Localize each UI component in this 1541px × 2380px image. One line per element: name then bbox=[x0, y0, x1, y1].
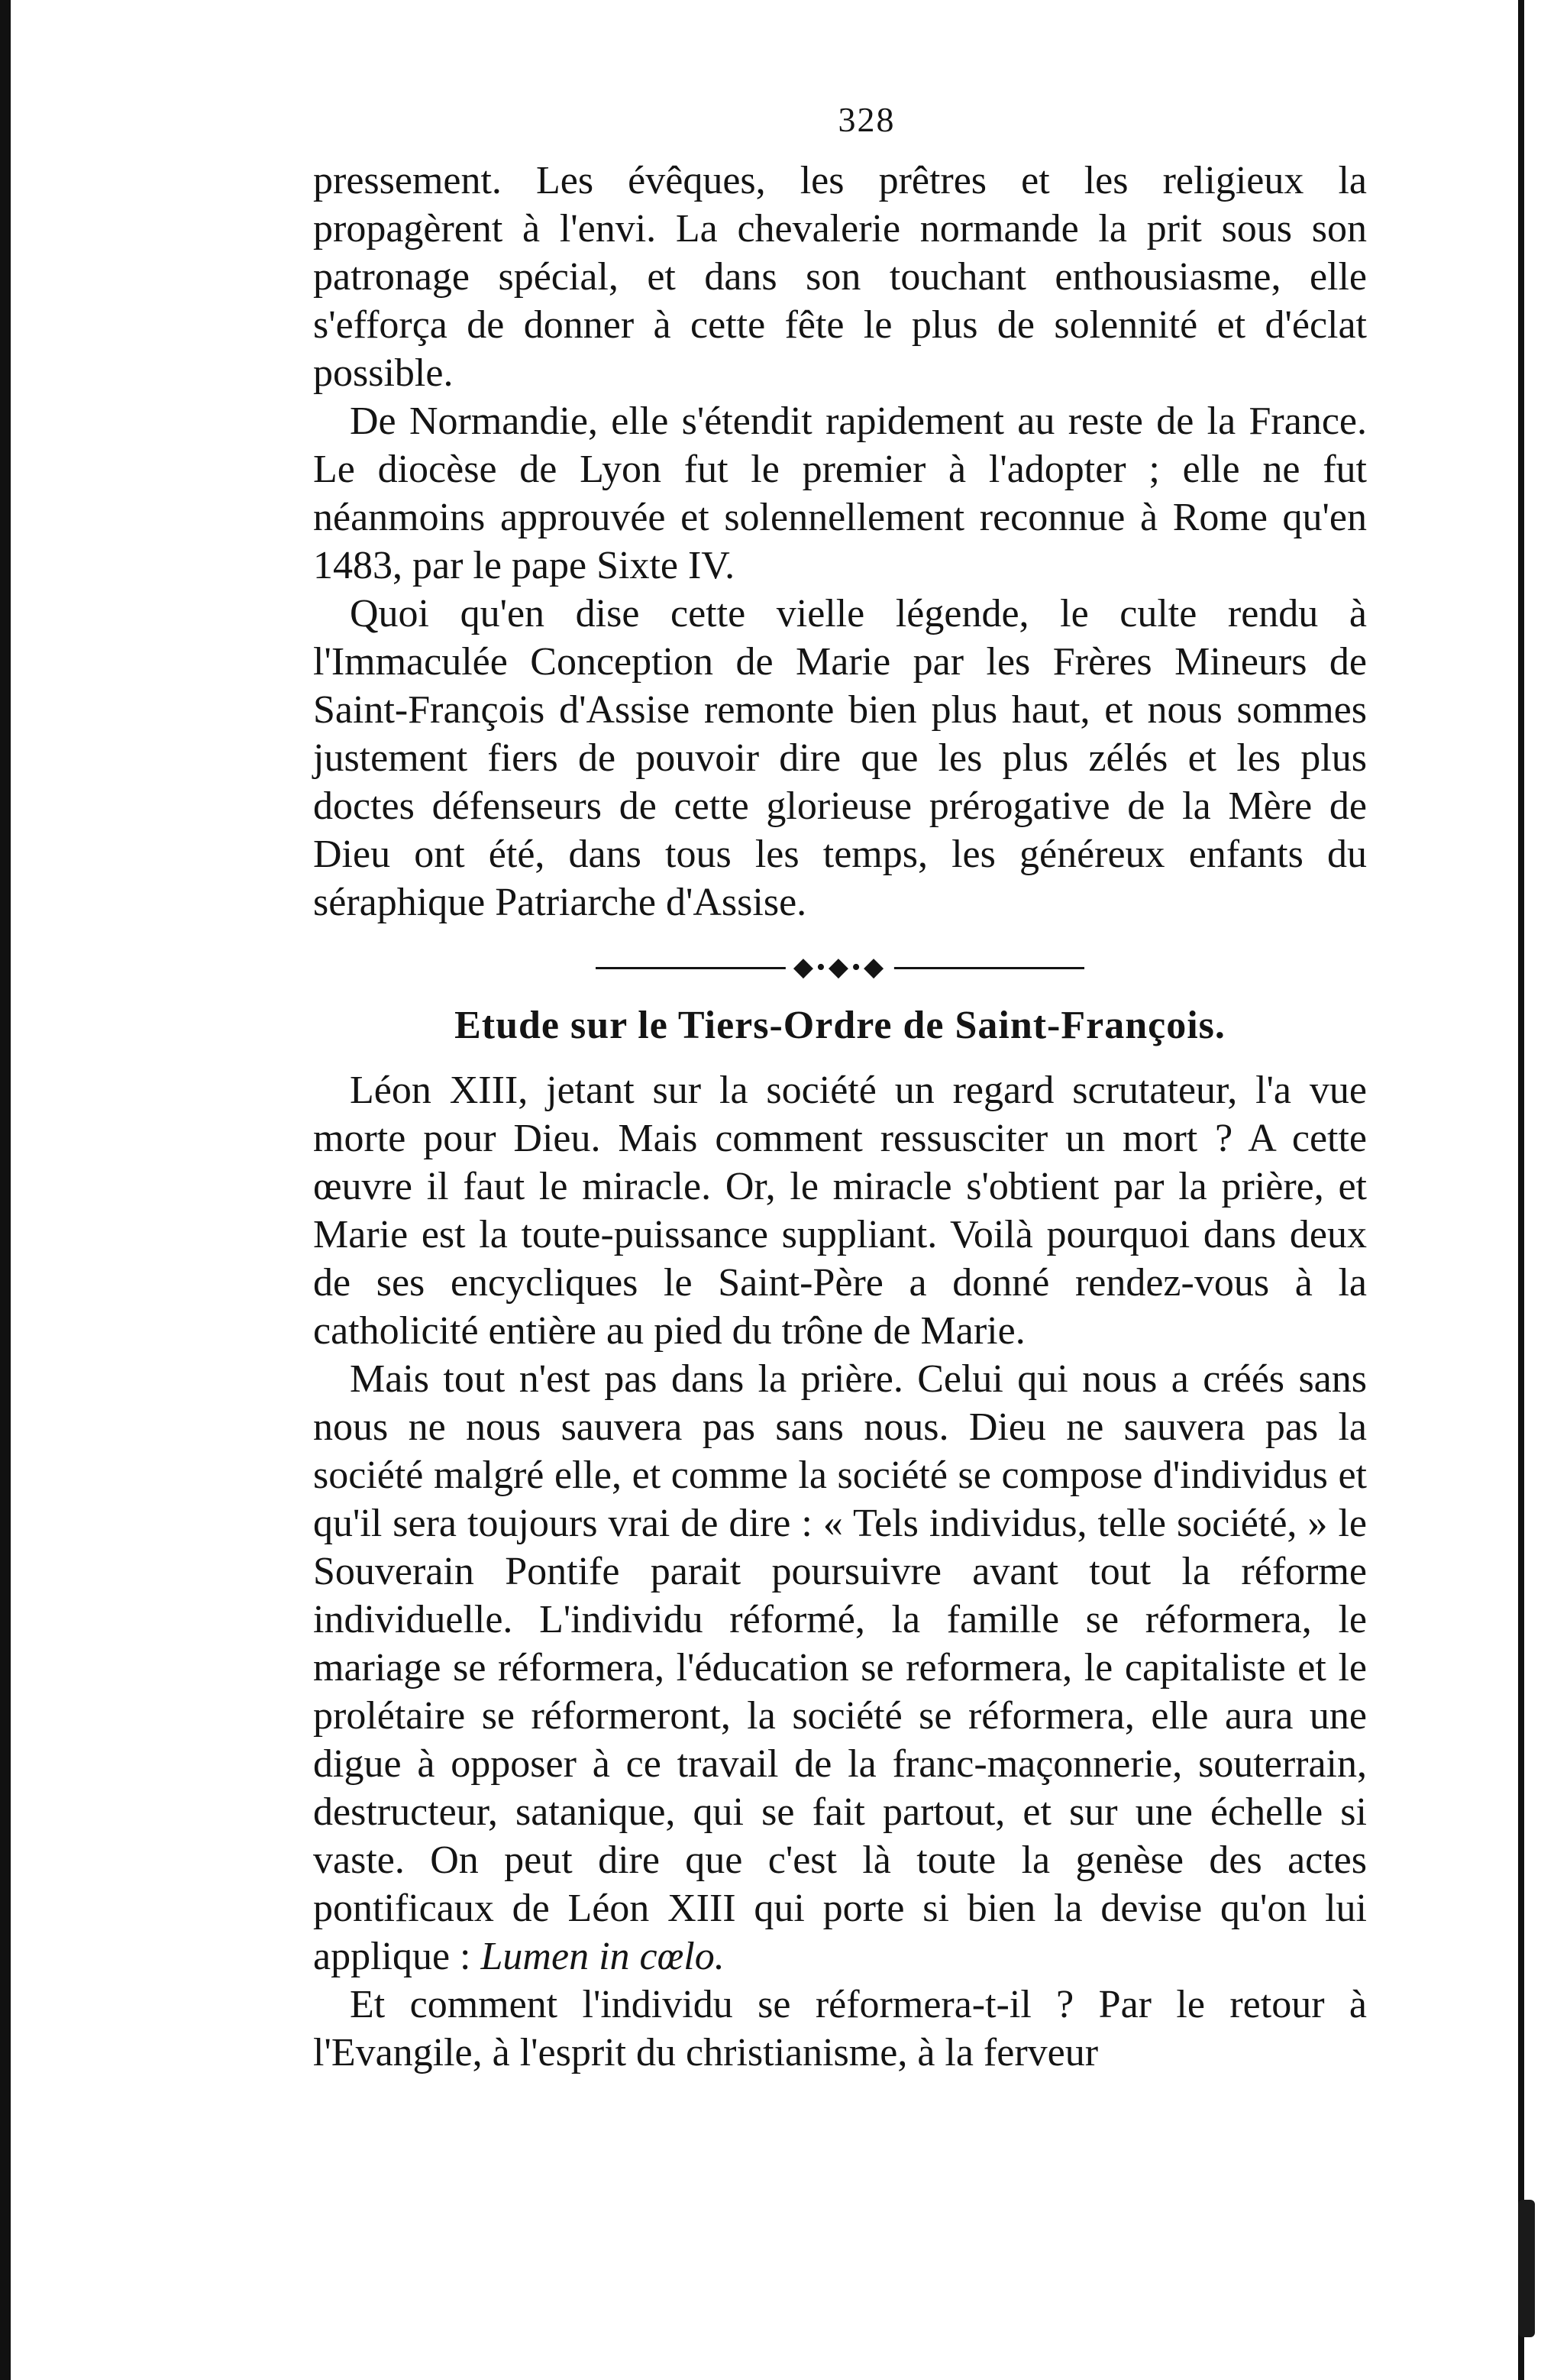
scan-binding-mark bbox=[1518, 2200, 1535, 2337]
paragraph-3: Quoi qu'en dise cette vielle légende, le culte rendu à l'Immaculée Conception de Marie par les Frères Mineurs de Saint-François d'Assise remonte bien plus haut, et nous sommes justement fiers de pouvoir dire que les plus zélés et les plus doctes défenseurs de cette glorieuse prérogative de la Mère de Dieu ont été, dans tous les temps, les généreux enfants du séraphique Patriarche d'Assise. bbox=[313, 592, 1367, 924]
section-divider bbox=[596, 952, 1084, 983]
motto-latin: Lumen in cœlo. bbox=[480, 1935, 725, 1978]
page-number: 328 bbox=[838, 100, 896, 139]
paragraph-5 bbox=[313, 1355, 1367, 1981]
paragraph-6: Et comment l'individu se réformera-t-il ? Par le retour à l'Evangile, à l'esprit du christianisme, à la ferveur bbox=[313, 1983, 1367, 2074]
paragraph-5-text: Mais tout n'est pas dans la prière. Celui qui nous a créés sans nous ne nous sauvera pas sans nous. Dieu ne sauvera pas la société malgré elle, et comme la société se compose d'individus et qu'il sera toujours vrai de dire : « Tels individus, telle société, » le Souverain Pontife parait poursuivre avant tout la réforme individuelle. L'individu réformé, la famille se réformera, le mariage se réformera, l'éducation se reformera, le capitaliste et le prolétaire se réformeront, la société se réformera, elle aura une digue à opposer à ce travail de la franc-maçonnerie, souterrain, destructeur, satanique, qui se fait partout, et sur une échelle si vaste. On peut dire que c'est là toute la genèse des actes pontificaux de Léon XIII qui porte si bien la devise qu'on lui applique : bbox=[313, 1357, 1367, 1978]
book-page bbox=[313, 99, 1367, 2077]
scan-border-right bbox=[1518, 0, 1524, 2380]
section-title: Etude sur le Tiers-Ordre de Saint-François. bbox=[454, 1004, 1226, 1047]
paragraph-1: pressement. Les évêques, les prêtres et les religieux la propagèrent à l'envi. La chevalerie normande la prit sous son patronage spécial, et dans son touchant enthousiasme, elle s'efforça de donner à cette fête le plus de solennité et d'éclat possible. bbox=[313, 159, 1367, 395]
divider-ornament: ◆•◆•◆ bbox=[786, 952, 894, 983]
scan-border-left bbox=[0, 0, 11, 2380]
paragraph-4: Léon XIII, jetant sur la société un regard scrutateur, l'a vue morte pour Dieu. Mais comment ressusciter un mort ? A cette œuvre il faut le miracle. Or, le miracle s'obtient par la prière, et Marie est la toute-puissance suppliant. Voilà pourquoi dans deux de ses encycliques le Saint-Père a donné rendez-vous à la catholicité entière au pied du trône de Marie. bbox=[313, 1069, 1367, 1353]
paragraph-2: De Normandie, elle s'étendit rapidement au reste de la France. Le diocèse de Lyon fut le premier à l'adopter ; elle ne fut néanmoins approuvée et solennellement reconnue à Rome qu'en 1483, par le pape Sixte IV. bbox=[313, 399, 1367, 587]
